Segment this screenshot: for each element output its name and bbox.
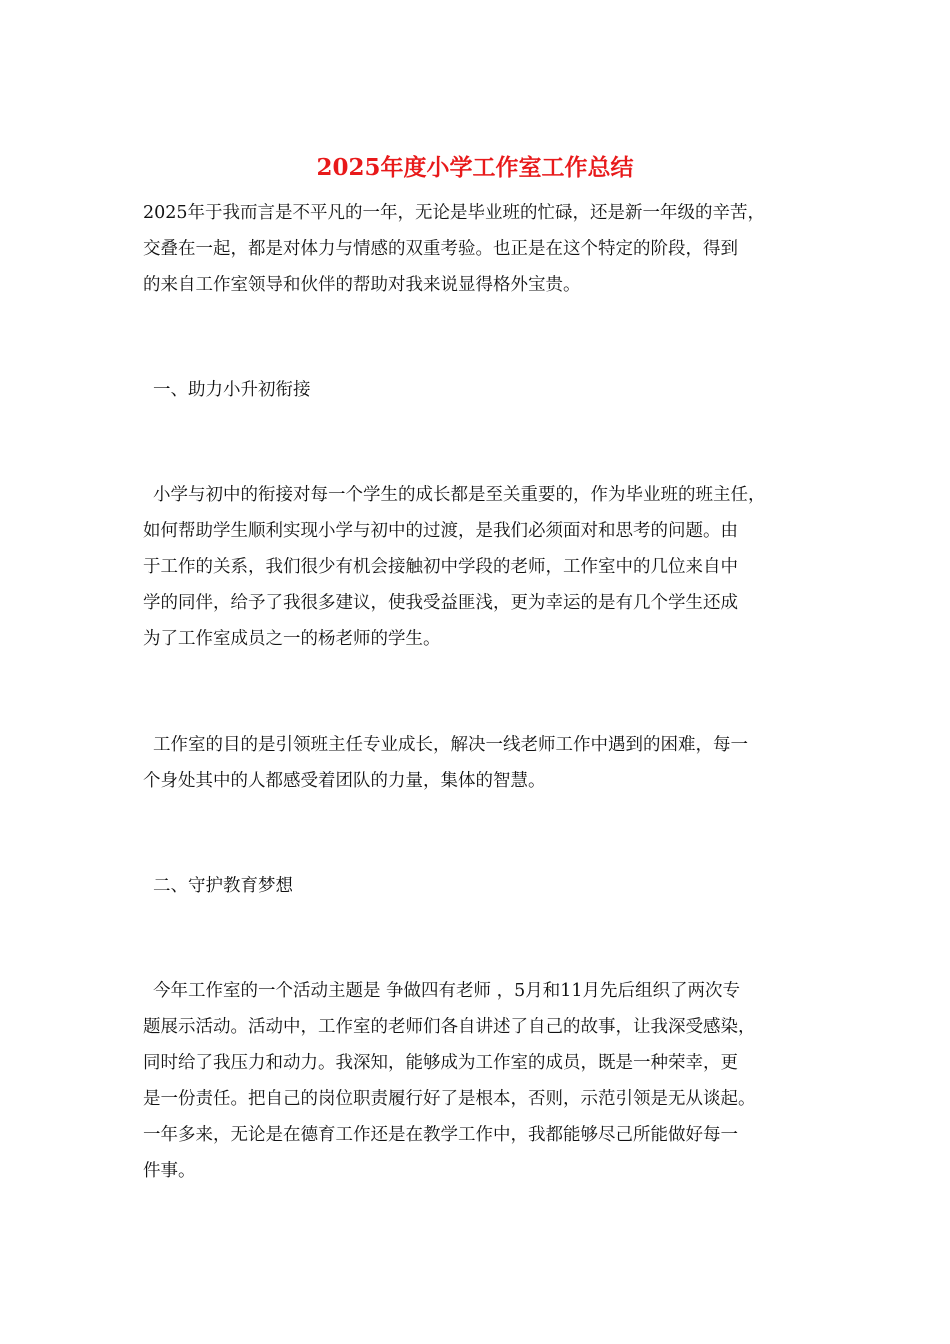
section1-para1-line-5: 为了工作室成员之一的杨老师的学生。 [143,629,441,649]
section2-heading: 二、守护教育梦想 [153,876,293,896]
intro-line-3: 的来自工作室领导和伙伴的帮助对我来说显得格外宝贵。 [143,275,581,295]
document-title: 2025年度小学工作室工作总结 [316,154,634,181]
section1-para1-line-2: 如何帮助学生顺利实现小学与初中的过渡，是我们必须面对和思考的问题。由 [143,521,738,541]
section1-para2-line-2: 个身处其中的人都感受着团队的力量，集体的智慧。 [143,771,546,791]
intro-line-1: 2025年于我而言是不平凡的一年，无论是毕业班的忙碌，还是新一年级的辛苦， [143,203,766,223]
section2-para1-line-2: 题展示活动。活动中，工作室的老师们各自讲述了自己的故事，让我深受感染， [143,1017,756,1037]
section2-para1-line-1: 今年工作室的一个活动主题是 争做四有老师 ，5月和11月先后组织了两次专 [153,981,741,1001]
section2-para1-line-6: 件事。 [143,1161,196,1181]
section1-para1-line-1: 小学与初中的衔接对每一个学生的成长都是至关重要的，作为毕业班的班主任， [153,485,766,505]
section1-para2-line-1: 工作室的目的是引领班主任专业成长，解决一线老师工作中遇到的困难，每一 [153,735,748,755]
intro-line-2: 交叠在一起，都是对体力与情感的双重考验。也正是在这个特定的阶段，得到 [143,239,738,259]
section2-para1-line-5: 一年多来，无论是在德育工作还是在教学工作中，我都能够尽己所能做好每一 [143,1125,738,1145]
section1-heading: 一、助力小升初衔接 [153,380,311,400]
section1-para1-line-3: 于工作的关系，我们很少有机会接触初中学段的老师，工作室中的几位来自中 [143,557,738,577]
section2-para1-line-3: 同时给了我压力和动力。我深知，能够成为工作室的成员，既是一种荣幸，更 [143,1053,738,1073]
section2-para1-line-4: 是一份责任。把自己的岗位职责履行好了是根本，否则，示范引领是无从谈起。 [143,1089,756,1109]
section1-para1-line-4: 学的同伴，给予了我很多建议，使我受益匪浅，更为幸运的是有几个学生还成 [143,593,738,613]
